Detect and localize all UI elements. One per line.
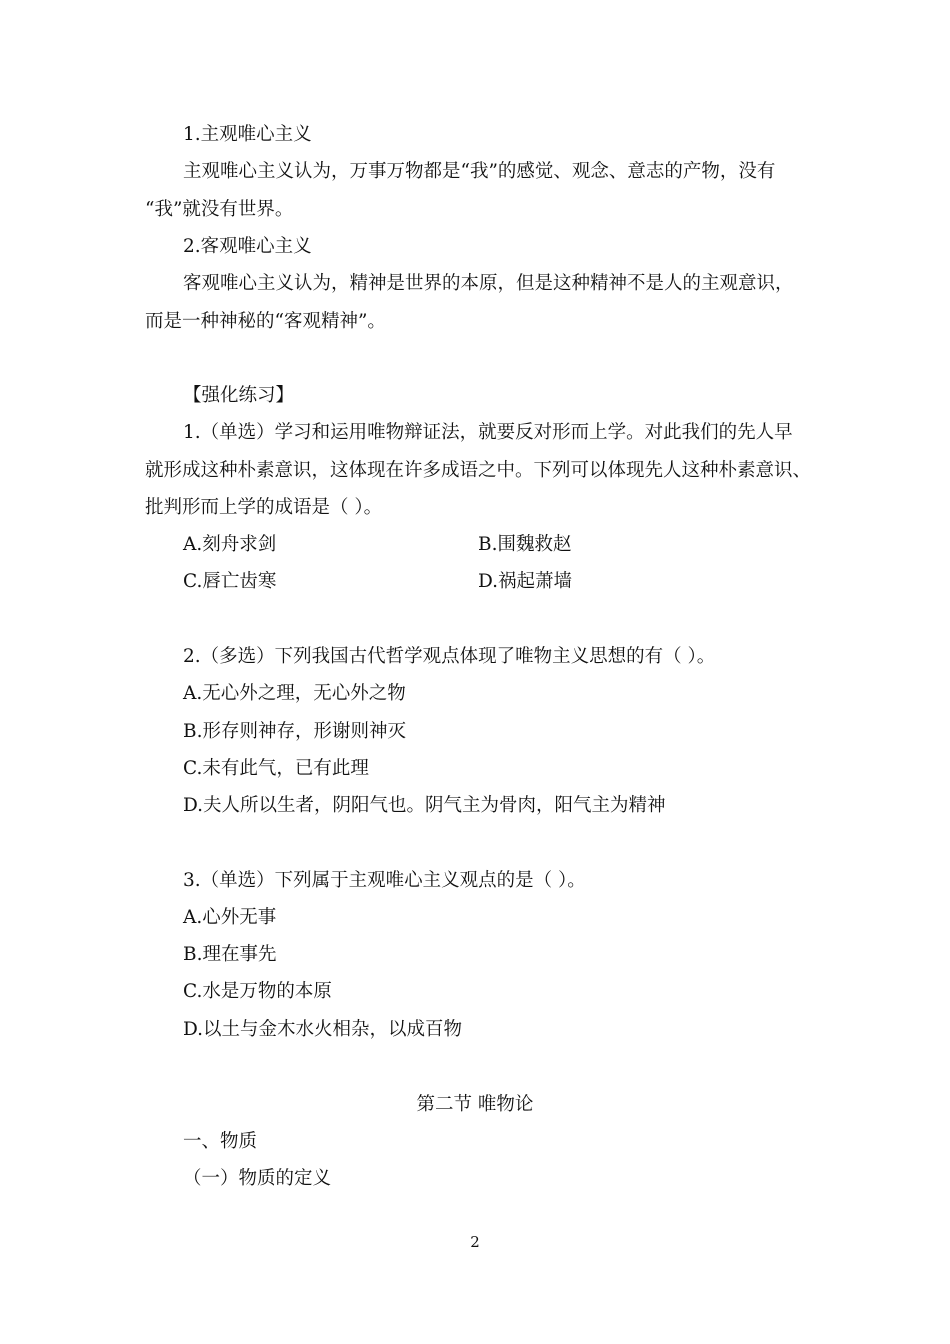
paragraph-objective-line2: 而是一种神秘的“客观精神”。 (145, 311, 386, 332)
question-1-option-b: B.围魏救赵 (478, 534, 572, 555)
question-3-stem: 3.（单选）下列属于主观唯心主义观点的是（ ）。 (183, 870, 586, 891)
heading-objective-idealism: 2.客观唯心主义 (183, 236, 312, 257)
question-2-option-c: C.未有此气，已有此理 (183, 758, 369, 779)
question-2-option-d: D.夫人所以生者，阴阳气也。阴气主为骨肉，阳气主为精神 (183, 795, 666, 816)
practice-heading: 【强化练习】 (183, 385, 295, 406)
question-1-option-a: A.刻舟求剑 (183, 534, 277, 555)
question-2-stem: 2.（多选）下列我国古代哲学观点体现了唯物主义思想的有（ ）。 (183, 646, 716, 667)
question-1-line3: 批判形而上学的成语是（ ）。 (145, 497, 383, 518)
question-3-option-c: C.水是万物的本原 (183, 981, 332, 1002)
page-number: 2 (470, 1233, 480, 1251)
question-3-option-d: D.以土与金木水火相杂，以成百物 (183, 1019, 463, 1040)
subheading-matter: 一、物质 (183, 1131, 258, 1152)
paragraph-objective-line1: 客观唯心主义认为，精神是世界的本原，但是这种精神不是人的主观意识， (183, 273, 794, 294)
question-2-option-a: A.无心外之理，无心外之物 (183, 683, 406, 704)
paragraph-subjective-line2: “我”就没有世界。 (145, 199, 294, 220)
question-1-line1: 1.（单选）学习和运用唯物辩证法，就要反对形而上学。对此我们的先人早 (183, 422, 793, 443)
question-3-option-a: A.心外无事 (183, 907, 277, 928)
question-1-option-c: C.唇亡齿寒 (183, 571, 277, 592)
paragraph-subjective-line1: 主观唯心主义认为，万事万物都是“我”的感觉、观念、意志的产物，没有 (183, 161, 776, 182)
question-2-option-b: B.形存则神存，形谢则神灭 (183, 721, 406, 742)
section-title: 第二节 唯物论 (416, 1094, 534, 1115)
heading-subjective-idealism: 1.主观唯心主义 (183, 124, 312, 145)
subheading-definition-of-matter: （一）物质的定义 (183, 1168, 332, 1189)
question-1-option-d: D.祸起萧墙 (478, 571, 573, 592)
question-3-option-b: B.理在事先 (183, 944, 277, 965)
question-1-line2: 就形成这种朴素意识，这体现在许多成语之中。下列可以体现先人这种朴素意识、 (145, 460, 812, 481)
